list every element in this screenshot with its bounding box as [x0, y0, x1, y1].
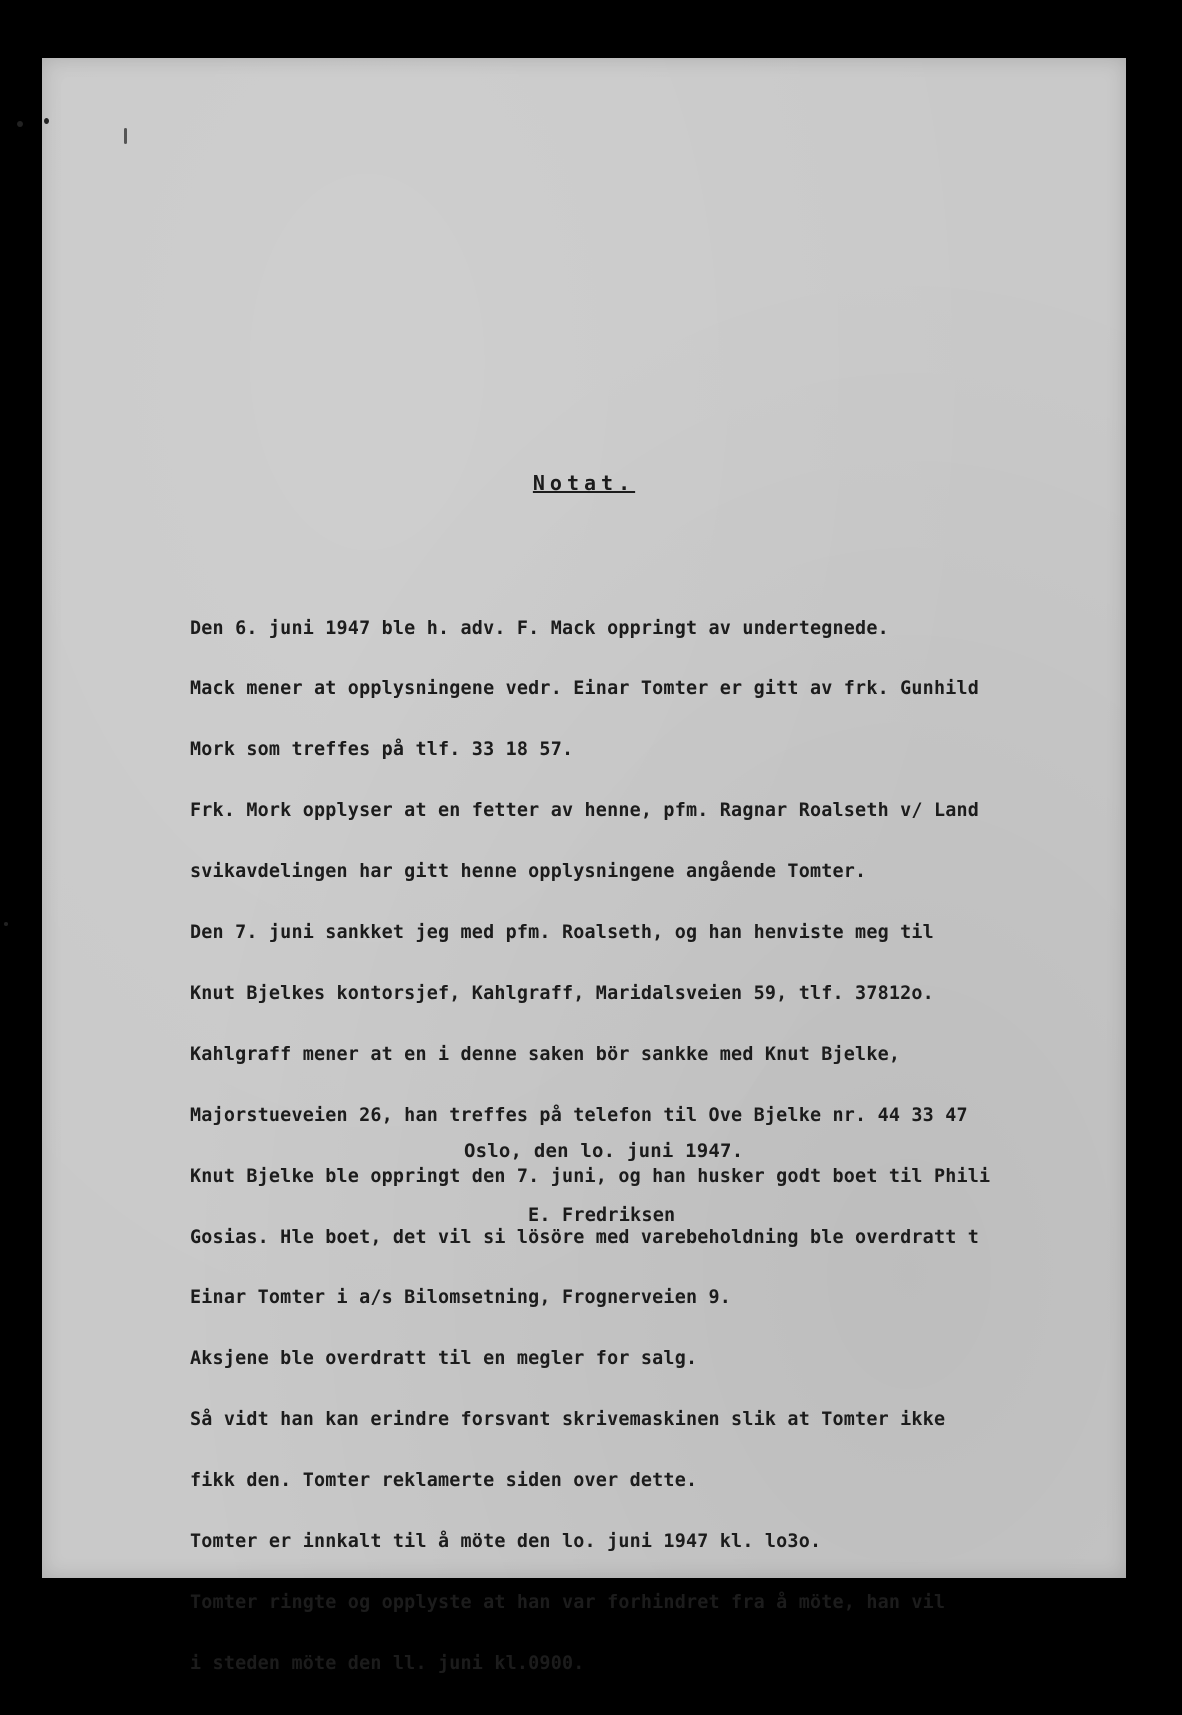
edge-mark	[17, 121, 23, 127]
text-line: Knut Bjelkes kontorsjef, Kahlgraff, Maridalsveien 59, tlf. 37812o.	[190, 982, 934, 1004]
paper-sheet	[42, 58, 1126, 1674]
text-line: fikk den. Tomter reklamerte siden over dette.	[190, 1470, 698, 1492]
text-line: Den 6. juni 1947 ble h. adv. F. Mack oppringt av undertegnede.	[190, 617, 889, 639]
text-line: Så vidt han kan erindre forsvant skrivemaskinen slik at Tomter ikke	[190, 1409, 946, 1431]
text-line: Einar Tomter i a/s Bilomsetning, Frognerveien 9.	[190, 1287, 732, 1309]
text-line: Den 7. juni sankket jeg med pfm. Roalseth, og han henviste meg til	[190, 922, 934, 944]
edge-mark	[4, 922, 8, 926]
signature: E. Fredriksen	[528, 1205, 676, 1226]
place-date: Oslo, den lo. juni 1947.	[464, 1140, 744, 1162]
document-title: Notat.	[532, 471, 636, 495]
text-line: Knut Bjelke ble oppringt den 7. juni, og han husker godt boet til Phili	[190, 1165, 991, 1187]
text-line: svikavdelingen har gitt henne opplysningene angående Tomter.	[190, 861, 867, 883]
text-line: Gosias. Hle boet, det vil si lösöre med varebeholdning ble overdratt t	[190, 1226, 980, 1248]
text-line: Aksjene ble overdratt til en megler for salg.	[190, 1348, 698, 1370]
text-line: Mork som treffes på tlf. 33 18 57.	[190, 739, 574, 761]
text-line: Frk. Mork opplyser at en fetter av henne, pfm. Ragnar Roalseth v/ Land	[190, 800, 980, 822]
text-line: Mack mener at opplysningene vedr. Einar Tomter er gitt av frk. Gunhild	[190, 678, 980, 700]
margin-mark	[44, 118, 49, 124]
text-line: Tomter ringte og opplyste at han var forhindret fra å möte, han vil	[190, 1591, 946, 1613]
text-line: Kahlgraff mener at en i denne saken bör sankke med Knut Bjelke,	[190, 1043, 901, 1065]
text-line: Majorstueveien 26, han treffes på telefon til Ove Bjelke nr. 44 33 47	[190, 1104, 968, 1126]
text-line: i steden möte den ll. juni kl.0900.	[190, 1652, 585, 1674]
text-line: Tomter er innkalt til å möte den lo. juni 1947 kl. lo3o.	[190, 1530, 822, 1552]
margin-mark	[124, 128, 127, 144]
